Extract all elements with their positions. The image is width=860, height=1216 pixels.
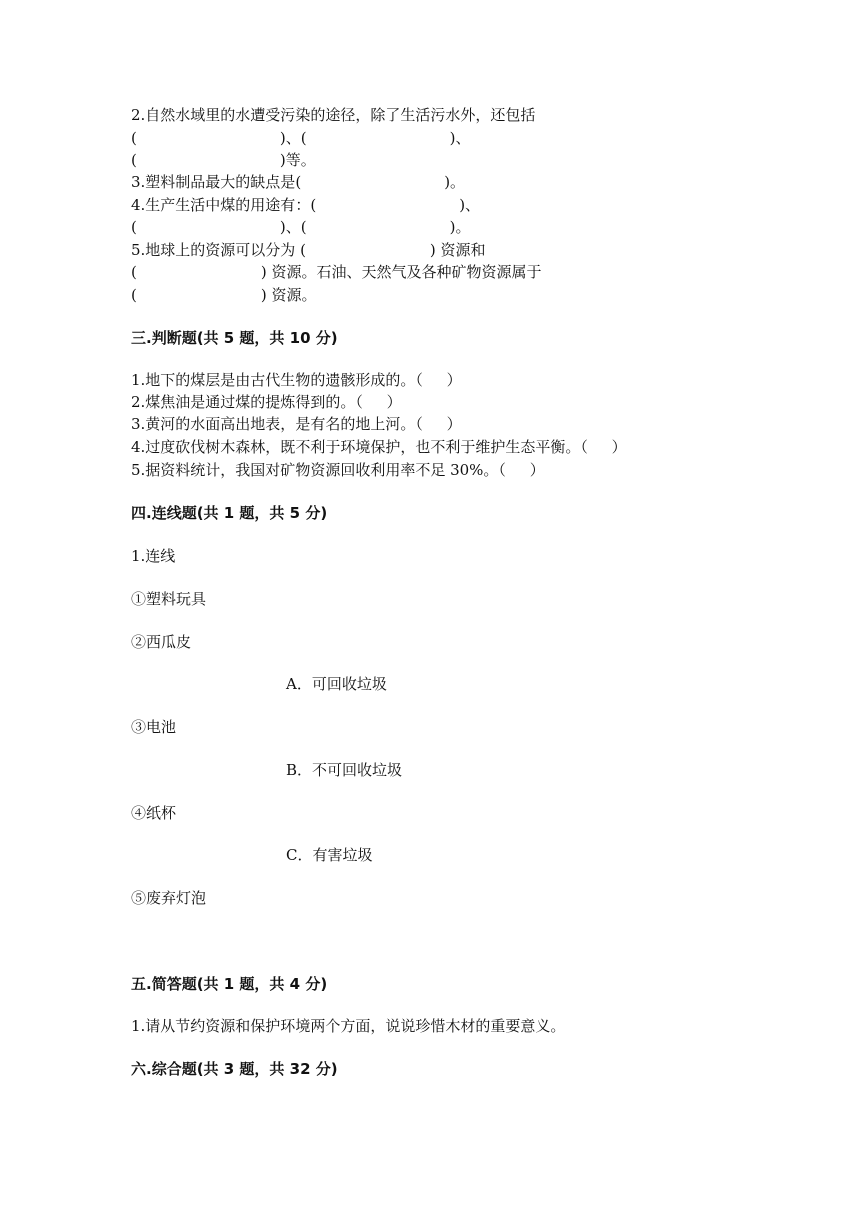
section-5-title: 五.简答题(共 1 题，共 4 分)	[131, 975, 328, 993]
match-question: 1.连线	[131, 547, 176, 565]
q2-line-1: 2.自然水域里的水遭受污染的途径，除了生活污水外，还包括	[131, 106, 536, 124]
short-answer-question: 1.请从节约资源和保护环境两个方面，说说珍惜木材的重要意义。	[131, 1017, 566, 1035]
match-right-item-b: B．不可回收垃圾	[286, 761, 403, 779]
match-right-item-c: C．有害垃圾	[286, 846, 373, 864]
match-left-item-1: ①塑料玩具	[131, 590, 207, 608]
judge-item-4: 4.过度砍伐树木森林，既不利于环境保护，也不利于维护生态平衡。（ ）	[131, 438, 627, 456]
q5-line-3: ( ) 资源。	[131, 286, 317, 304]
section-6-title: 六.综合题(共 3 题，共 32 分)	[131, 1060, 338, 1078]
match-left-item-5: ⑤废弃灯泡	[131, 889, 207, 907]
q2-line-3: ( )等。	[131, 151, 316, 169]
judge-item-5: 5.据资料统计，我国对矿物资源回收利用率不足 30%。（ ）	[131, 461, 545, 479]
q5-line-2: ( ) 资源。石油、天然气及各种矿物资源属于	[131, 263, 542, 281]
q4-line-1: 4.生产生活中煤的用途有：( )、	[131, 196, 481, 214]
match-left-item-4: ④纸杯	[131, 804, 177, 822]
judge-item-2: 2.煤焦油是通过煤的提炼得到的。（ ）	[131, 393, 402, 411]
q5-line-1: 5.地球上的资源可以分为 ( ) 资源和	[131, 241, 486, 259]
section-3-title: 三.判断题(共 5 题，共 10 分)	[131, 329, 338, 347]
q4-line-2: ( )、( )。	[131, 218, 471, 236]
judge-item-3: 3.黄河的水面高出地表，是有名的地上河。（ ）	[131, 415, 462, 433]
q3-line-1: 3.塑料制品最大的缺点是( )。	[131, 173, 466, 191]
section-4-title: 四.连线题(共 1 题，共 5 分)	[131, 504, 328, 522]
q2-line-2: ( )、( )、	[131, 129, 471, 147]
match-left-item-3: ③电池	[131, 718, 177, 736]
judge-item-1: 1.地下的煤层是由古代生物的遗骸形成的。（ ）	[131, 371, 462, 389]
match-right-item-a: A．可回收垃圾	[286, 675, 387, 693]
match-left-item-2: ②西瓜皮	[131, 633, 192, 651]
